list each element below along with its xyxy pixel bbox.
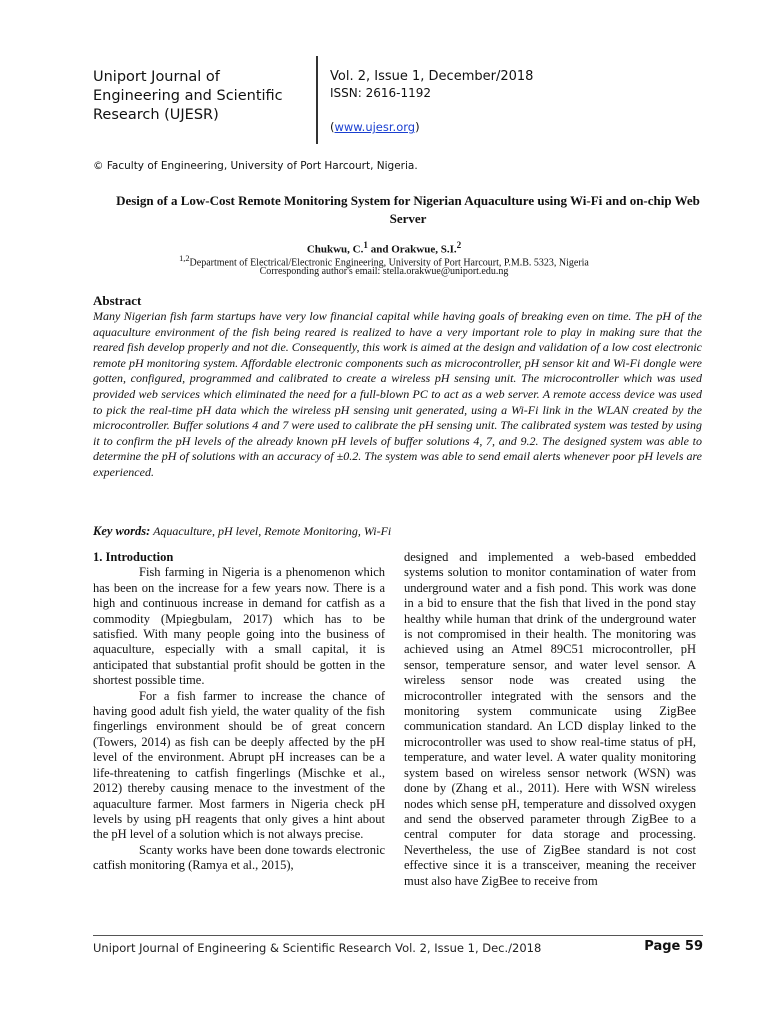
website-line xyxy=(330,120,420,134)
keywords-label: Key words: xyxy=(93,524,151,538)
intro-paragraph-continued: designed and implemented a web-based embedded systems solution to monitor contamination of water from underground water and a fish pond. This work was done in a bid to ensure that the fish that lived in the pond stay healthy while human that drink of the underground water is not compromised in their health. The monitoring was achieved using an Atmel 89C51 microcontroller, pH sensor, temperature sensor, and water level sensor. A wireless sensor node was created using the microcontroller integrated with the sensors and the monitoring system communicate using ZigBee communication standard. An LCD display linked to the microcontroller was used to show real-time status of pH, temperature, and water level. A water quality monitoring system based on wireless sensor network (WSN) was done by (Zhang et al., 2011). Here with WSN wireless nodes which sense pH, temperature and dissolved oxygen and send the observed parameter through ZigBee to a central computer for data storage and processing. Nevertheless, the use of ZigBee standard is not cost effective since it is a transceiver, meaning the receiver must also have ZigBee to receive from xyxy=(404,550,696,888)
issn-info: ISSN: 2616-1192 xyxy=(330,86,432,100)
keywords-text: Aquaculture, pH level, Remote Monitoring, Wi-Fi xyxy=(150,524,392,538)
affiliation-sup: 1,2 xyxy=(179,254,190,263)
corresponding-label: Corresponding author's email: xyxy=(259,266,381,277)
volume-info: Vol. 2, Issue 1, December/2018 xyxy=(330,69,534,84)
column-left xyxy=(93,550,385,874)
intro-paragraph-1: Fish farming in Nigeria is a phenomenon which has been on the increase for a few years now. There is a high and continuous increase in demand for catfish as a commodity (Mpiegbulam, 2017) which has to be satisfied. With many people going into the business of aquaculture, especially with a small capital, it is anticipated that substantial profit should be gotten in the shortest possible time. xyxy=(93,565,385,688)
journal-name: Uniport Journal of Engineering and Scientific Research (UJESR) xyxy=(93,69,283,123)
website-close-paren: ) xyxy=(415,120,420,134)
author-2: Orakwue, S.I. xyxy=(391,243,457,256)
intro-paragraph-2: For a fish farmer to increase the chance of having good adult fish yield, the water quality of the fish fingerlings environment should be of great concern (Towers, 2014) as fish can be deeply affected by the pH level of the environment. Abrupt pH increases can be a life-threatening to catfish fingerlings (Mischke et al., 2012) thereby causing menace to the investment of the aquaculture farmer. Most farmers in Nigeria check pH levels by using pH reagents that only gives a hint about the pH level of a solution which is not always precise. xyxy=(93,688,385,842)
abstract-body: Many Nigerian fish farm startups have very low financial capital while having goals of breaking even on time. The pH of the aquaculture environment of the fish being reared is realized to have a very important role to play in making sure that the reared fish develop properly and not die. Consequently, this work is aimed at the design and validation of a low cost electronic remote pH monitoring system. Affordable electronic components such as microcontroller, pH sensor kit and Wi-Fi dongle were gotten, configured, programmed and calibrated to create a wireless pH sensing unit. The microcontroller which was used provided web services which eliminated the need for a full-blown PC to act as a web server. A remote access device was used to pick the real-time pH data which the wireless pH sensing unit generated, using a Wi-Fi link in the WLAN created by the microcontroller. Buffer solutions 4 and 7 were used to calibrate the pH sensing unit. The calibrated system was tested by using it to confirm the pH levels of the already known pH levels of buffer solutions 4, 7, and 9.2. The designed system was able to determine the pH of solutions with an accuracy of ±0.2. The system was able to send email alerts whenever poor pH levels are experienced. xyxy=(93,309,702,479)
affiliation-text: Department of Electrical/Electronic Engineering, University of Port Harcourt, P.M.B. 5323, Nigeria xyxy=(189,257,589,269)
website-link[interactable]: www.ujesr.org xyxy=(334,120,416,134)
intro-heading: 1. Introduction xyxy=(93,550,174,564)
intro-paragraph-3: Scanty works have been done towards electronic catfish monitoring (Ramya et al., 2015), xyxy=(93,842,385,873)
website-open-paren: ( xyxy=(330,120,335,134)
copyright-faculty: © Faculty of Engineering, University of Port Harcourt, Nigeria. xyxy=(93,160,418,172)
page-number: Page 59 xyxy=(644,939,703,954)
keywords xyxy=(93,524,702,539)
footer-journal-citation: Uniport Journal of Engineering & Scientific Research Vol. 2, Issue 1, Dec./2018 xyxy=(93,941,542,955)
abstract-heading: Abstract xyxy=(93,293,142,308)
author-1-sup: 1 xyxy=(363,240,368,250)
corresponding-email[interactable]: stella.orakwue@uniport.edu.ng xyxy=(380,266,509,277)
column-right xyxy=(404,550,696,889)
footer-rule xyxy=(93,935,703,936)
paper-title: Design of a Low-Cost Remote Monitoring System for Nigerian Aquaculture using Wi-Fi and on-chip Web Server xyxy=(116,193,700,226)
author-conjunction: and xyxy=(367,243,392,256)
author-1: Chukwu, C. xyxy=(306,243,364,256)
corresponding-author xyxy=(0,266,768,277)
header-divider xyxy=(316,56,318,144)
author-2-sup: 2 xyxy=(456,240,462,250)
